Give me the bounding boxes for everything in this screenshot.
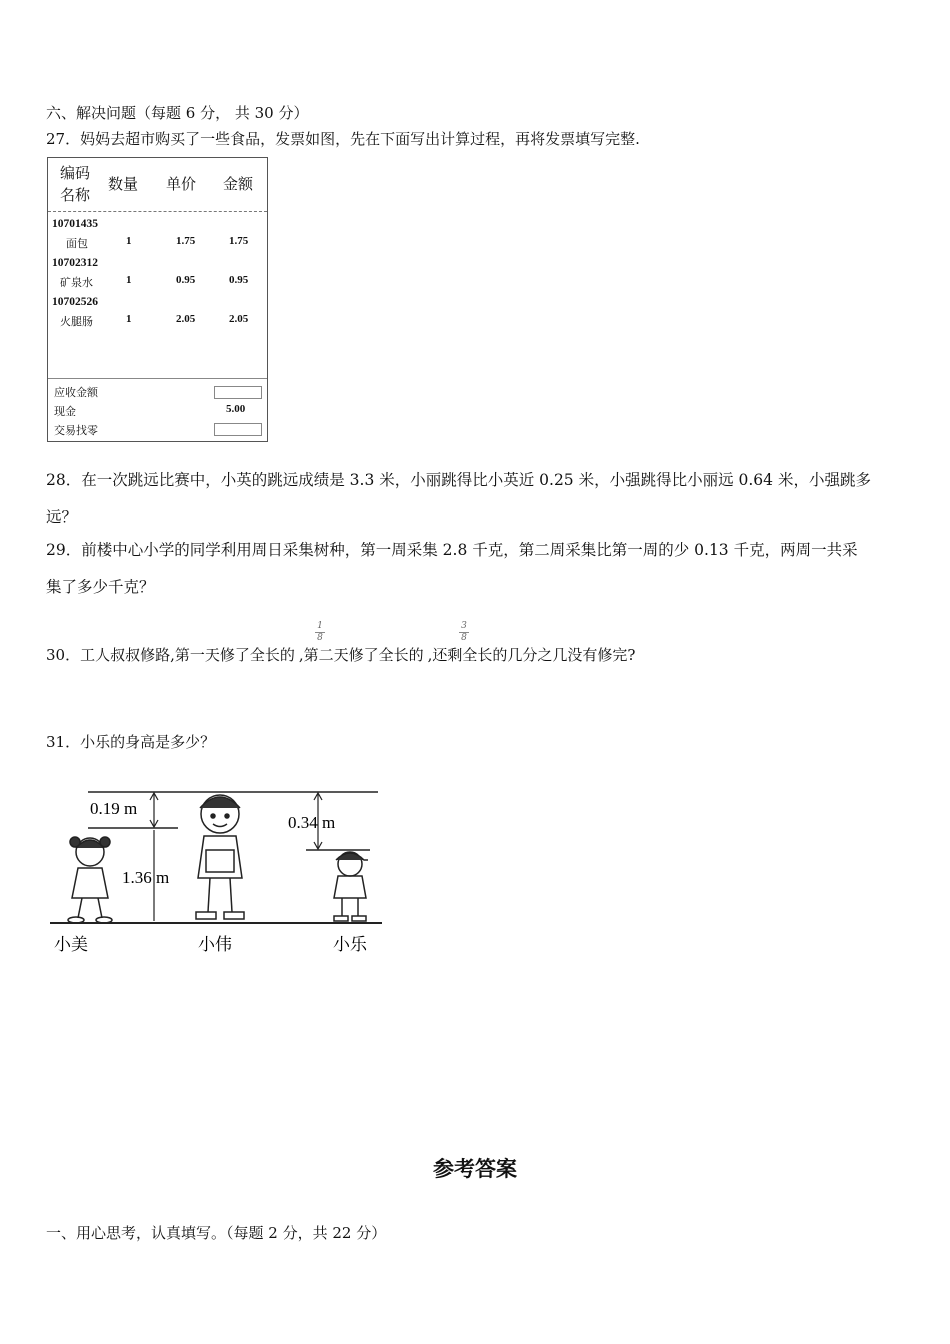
question-30 [46,644,635,665]
cash-value: 5.00 [226,403,246,415]
item-qty: 1 [126,235,132,247]
label-019: 0.19 m [90,799,138,818]
receipt [47,157,268,442]
fraction-one-eighth [315,621,325,644]
label-034: 0.34 m [288,813,336,832]
boy-figure [196,795,244,919]
change-label: 交易找零 [54,424,98,437]
fraction-denominator: 8 [459,632,469,644]
answers-section-1: 一、用心思考，认真填写。（每题 2 分，共 22 分） [46,1224,387,1242]
header-amount: 金额 [223,175,254,193]
girl-figure [68,837,112,923]
name-xiaomei: 小美 [54,935,88,955]
due-label: 应收金额 [54,386,98,399]
q30-part3: ,还剩全长的几分之几没有修完? [427,646,636,664]
item-row [52,313,263,335]
receipt-header [48,158,267,212]
item-name: 火腿肠 [60,315,93,328]
question-28-line1: 28．在一次跳远比赛中，小英的跳远成绩是 3.3 米，小丽跳得比小英近 0.25 米，小强跳得比小丽远 0.64 米，小强跳多 [46,471,871,489]
question-31: 31．小乐的身高是多少？ [46,733,216,751]
item-row [52,274,263,296]
item-name: 矿泉水 [60,276,93,289]
question-29 [46,532,906,606]
receipt-items [52,218,263,335]
change-blank[interactable] [214,423,262,436]
question-29-line2: 集了多少千克？ [46,578,155,596]
item-name: 面包 [66,237,88,250]
due-blank[interactable] [214,386,262,399]
question-27: 27．妈妈去超市购买了一些食品，发票如图，先在下面写出计算过程，再将发票填写完整. [46,130,640,148]
question-28 [46,462,906,536]
answers-title: 参考答案 [433,1156,517,1181]
item-qty: 1 [126,274,132,286]
fraction-three-eighths [459,621,469,644]
item-code: 10701435 [52,218,98,230]
name-xiaowei: 小伟 [198,935,232,955]
header-name: 名称 [60,186,91,204]
item-row [52,235,263,257]
q30-part1: 30．工人叔叔修路,第一天修了全长的 [46,646,295,664]
cash-label: 现金 [54,405,76,418]
item-price: 1.75 [176,235,196,247]
item-qty: 1 [126,313,132,325]
fraction-numerator: 3 [461,621,467,631]
receipt-footer [48,378,267,441]
header-code: 编码 [60,164,91,182]
question-29-line1: 29．前楼中心小学的同学利用周日采集树种，第一周采集 2.8 千克，第二周采集比第一周的少 0.13 千克，两周一共采 [46,541,858,559]
item-amount: 0.95 [229,274,249,286]
fraction-numerator: 1 [317,621,323,631]
item-amount: 1.75 [229,235,249,247]
name-xiaole: 小乐 [333,935,367,955]
q30-part2: ,第二天修了全长的 [298,646,424,664]
header-price: 单价 [166,175,197,193]
section-title: 六、解决问题（每题 6 分， 共 30 分） [46,104,309,122]
item-code: 10702312 [52,257,98,269]
height-figure [48,780,388,960]
question-28-line2: 远？ [46,508,78,526]
item-code: 10702526 [52,296,98,308]
item-amount: 2.05 [229,313,249,325]
item-price: 0.95 [176,274,196,286]
small-boy-figure [334,852,368,921]
item-price: 2.05 [176,313,196,325]
fraction-denominator: 8 [315,632,325,644]
label-136: 1.36 m [122,868,170,887]
header-qty: 数量 [108,175,139,193]
